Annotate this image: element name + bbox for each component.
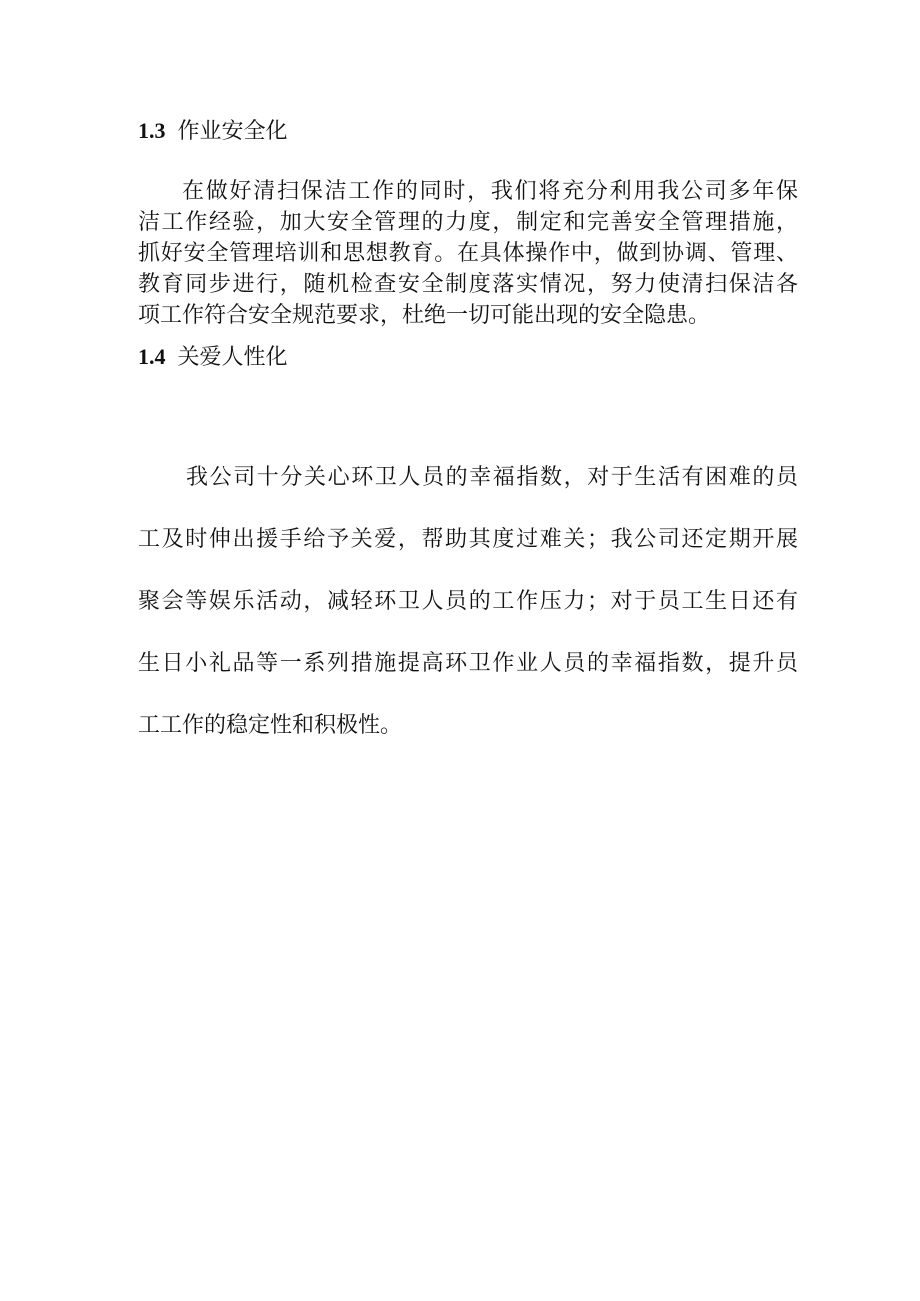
paragraph-line: 抓好安全管理培训和思想教育。在具体操作中，做到协调、管理、: [138, 241, 798, 266]
section-1-4-paragraph: [138, 458, 798, 768]
paragraph-line: 生日小礼品等一系列措施提高环卫作业人员的幸福指数，提升员: [138, 651, 798, 676]
paragraph-line: 我公司十分关心环卫人员的幸福指数，对于生活有困难的员: [186, 465, 798, 490]
section-number: 1.3: [138, 118, 166, 143]
section-number: 1.4: [138, 344, 166, 369]
paragraph-line: 工及时伸出援手给予关爱，帮助其度过难关；我公司还定期开展: [138, 527, 798, 552]
paragraph-line: 在做好清扫保洁工作的同时，我们将充分利用我公司多年保: [182, 179, 798, 204]
paragraph-line: 洁工作经验，加大安全管理的力度，制定和完善安全管理措施，: [138, 210, 798, 235]
section-heading-1-4: [138, 342, 288, 373]
section-title: 作业安全化: [177, 119, 288, 144]
section-title: 关爱人性化: [177, 345, 288, 370]
paragraph-line: 教育同步进行，随机检查安全制度落实情况，努力使清扫保洁各: [138, 272, 798, 297]
section-heading-1-3: [138, 116, 288, 147]
paragraph-line: 项工作符合安全规范要求，杜绝一切可能出现的安全隐患。: [138, 303, 711, 328]
section-1-3-paragraph: [138, 176, 798, 331]
paragraph-line: 聚会等娱乐活动，减轻环卫人员的工作压力；对于员工生日还有: [138, 589, 798, 614]
paragraph-line: 工工作的稳定性和积极性。: [138, 713, 403, 738]
